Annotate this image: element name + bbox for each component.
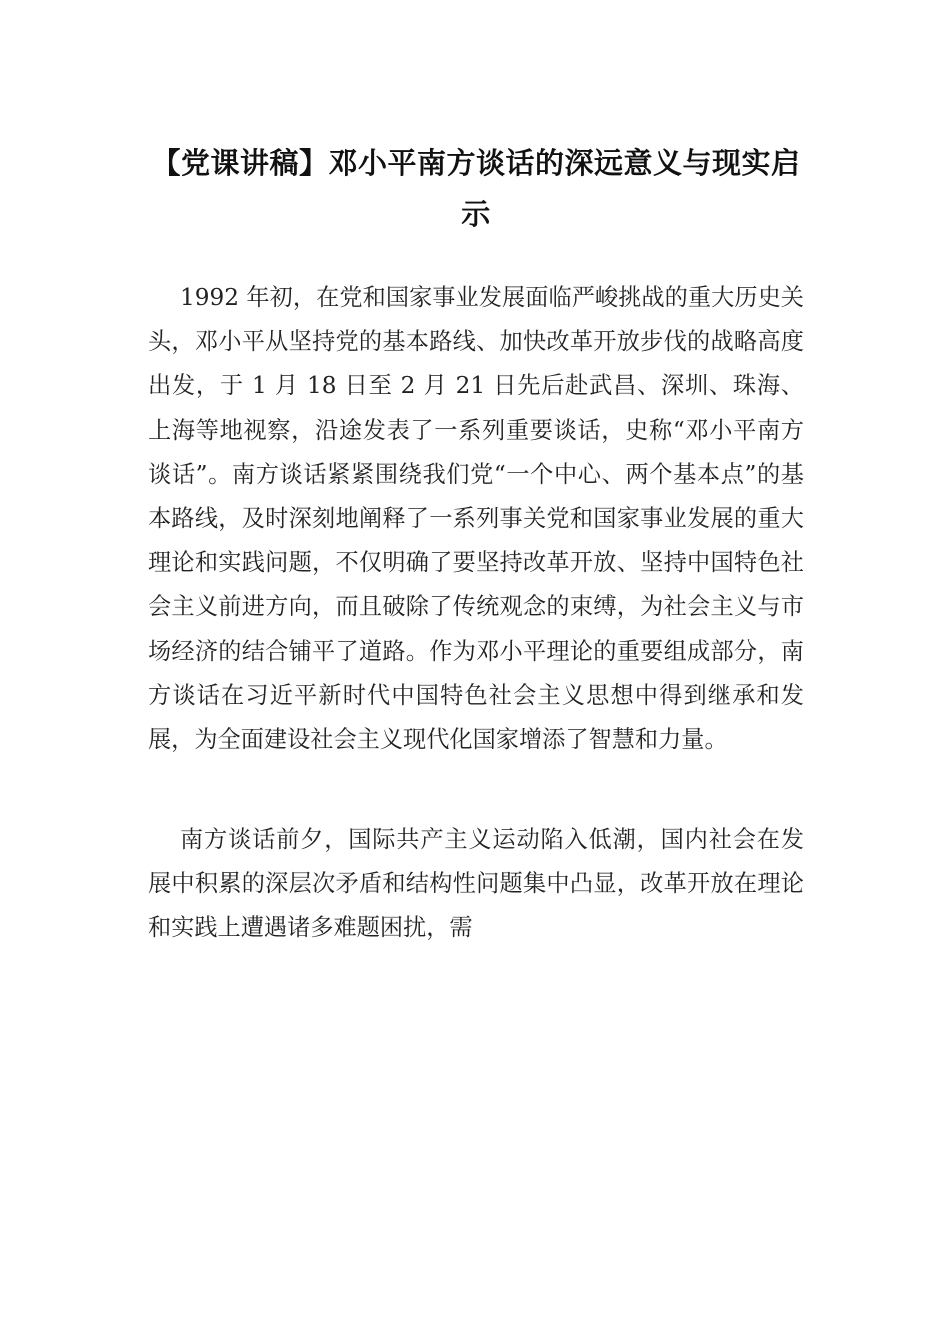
body-paragraph: 1992 年初，在党和国家事业发展面临严峻挑战的重大历史关头，邓小平从坚持党的基本路线、加快改革开放步伐的战略高度出发，于 1 月 18 日至 2 月 21 日先后赴武昌、深圳、珠海、上海等地视察，沿途发表了一系列重要谈话，史称“邓小平南方谈话”。南方谈话紧紧围绕我们党“一个中心、两个基本点”的基本路线，及时深刻地阐释了一系列事关党和国家事业发展的重大理论和实践问题，不仅明确了要坚持改革开放、坚持中国特色社会主义前进方向，而且破除了传统观念的束缚，为社会主义与市场经济的结合铺平了道路。作为邓小平理论的重要组成部分，南方谈话在习近平新时代中国特色社会主义思想中得到继承和发展，为全面建设社会主义现代化国家增添了智慧和力量。 bbox=[148, 284, 804, 754]
document-title: 【党课讲稿】邓小平南方谈话的深远意义与现实启示 bbox=[151, 146, 801, 231]
body-paragraph: 南方谈话前夕，国际共产主义运动陷入低潮，国内社会在发展中积累的深层次矛盾和结构性问题集中凸显，改革开放在理论和实践上遭遇诸多难题困扰，需 bbox=[148, 826, 804, 942]
